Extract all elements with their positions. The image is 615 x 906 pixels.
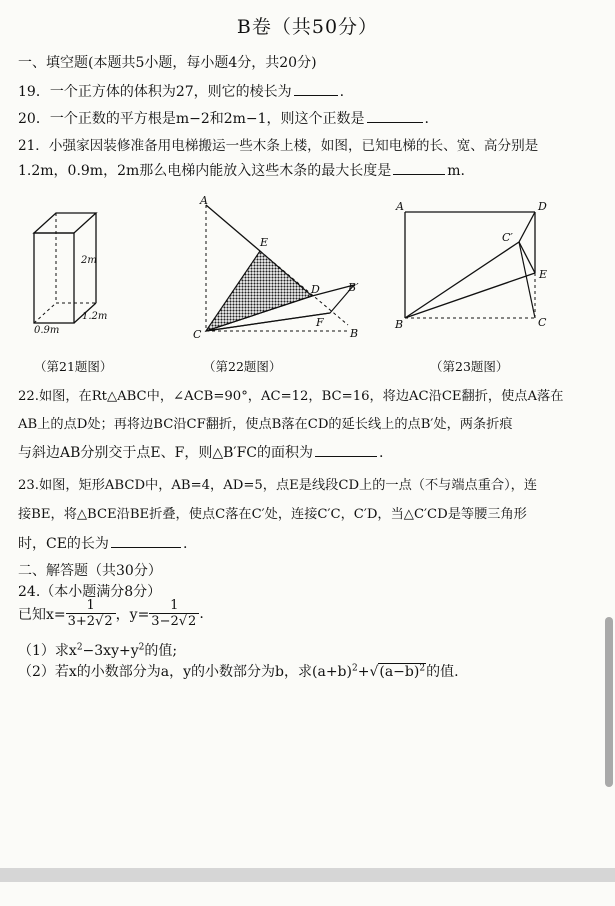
figure-21-elevator-box xyxy=(20,205,130,335)
fig21-label-height: 2m xyxy=(81,255,97,266)
part2-radicand: (a−b) xyxy=(379,664,420,680)
question-23-line-3 xyxy=(18,533,187,553)
given-x-prefix: 已知x= xyxy=(18,606,66,623)
part1-expr-b: −3xy+y xyxy=(82,643,139,659)
page-title: B卷（共50分） xyxy=(236,16,379,38)
answer-blank-21 xyxy=(393,162,445,175)
question-24-header: 24.（本小题满分8分） xyxy=(18,584,162,600)
question-20-tail: . xyxy=(424,111,429,127)
question-24-part-1: （1）求$x^2-3xy+y^2$的值; xyxy=(18,642,178,659)
bottom-toolbar-strip xyxy=(0,868,615,882)
given-tail: . xyxy=(199,605,204,622)
answer-blank-19 xyxy=(294,83,338,96)
figure-23-caption: （第23题图） xyxy=(430,359,509,374)
figure-22-folded-triangle xyxy=(190,195,370,345)
fig22-label-F: F xyxy=(316,316,324,329)
question-22-line-3 xyxy=(18,442,383,462)
answer-blank-20 xyxy=(367,110,423,123)
question-24-part-2: （2）若x的小数部分为a，y的小数部分为b，求$(a+b)^2+√(a-b)^2$的值. xyxy=(18,663,459,680)
part2-expr-a: （2）若x的小数部分为a，y的小数部分为b，求(a+b) xyxy=(18,664,352,680)
question-20-text: 20．一个正数的平方根是m−2和2m−1，则这个正数是 xyxy=(18,111,365,127)
figure-22-caption: （第22题图） xyxy=(203,359,282,374)
fraction-y-den-radicand: 2 xyxy=(188,614,197,629)
question-19-tail: . xyxy=(339,84,345,100)
question-24-given xyxy=(18,598,204,629)
fig21-label-length: 1.2m xyxy=(82,311,108,322)
vertical-scrollbar-thumb[interactable] xyxy=(605,617,613,787)
fig23-label-E: E xyxy=(539,268,548,281)
part2-expr-b: + xyxy=(357,664,370,680)
question-20 xyxy=(18,108,429,128)
fraction-x-numerator: 1 xyxy=(66,598,116,614)
fraction-y xyxy=(149,598,199,629)
fig23-label-C-prime: C′ xyxy=(502,231,513,244)
fig22-label-B-prime: B′ xyxy=(348,281,359,294)
question-22-line-1: 22.如图，在Rt△ABC中，∠ACB=90°，AC=12，BC=16，将边AC沿CE翻折，使点A落在 xyxy=(18,389,564,404)
fraction-y-den-int: 3−2 xyxy=(151,614,179,629)
fig23-label-C: C xyxy=(538,316,547,329)
fig23-label-D: D xyxy=(538,200,547,213)
question-21-line-2 xyxy=(18,160,465,180)
part1-expr-a: （1）求x xyxy=(18,643,77,659)
fig23-label-A: A xyxy=(396,200,404,213)
question-21-line-1: 21．小强家因装修准备用电梯搬运一些木条上楼，如图，已知电梯的长、宽、高分别是 xyxy=(18,138,539,154)
question-22-line-2: AB上的点D处；再将边BC沿CF翻折，使点B落在CD的延长线上的点B′处，两条折痕 xyxy=(18,417,513,432)
fraction-y-numerator: 1 xyxy=(149,598,199,614)
figure-23-rectangle-fold xyxy=(393,198,558,336)
fig22-label-A: A xyxy=(200,194,208,207)
question-22-text: 与斜边AB分别交于点E、F，则△B′FC的面积为 xyxy=(18,445,313,461)
fraction-x-den-radicand: 2 xyxy=(104,614,113,629)
question-21-text: 1.2m，0.9m，2m那么电梯内能放入这些木条的最大长度是 xyxy=(18,163,392,179)
section-heading-solutions: 二、解答题（共30分） xyxy=(18,563,162,579)
question-19 xyxy=(18,81,344,101)
section-heading-fill-blank: 一、填空题(本题共5小题，每小题4分，共20分) xyxy=(18,55,317,71)
fig23-label-B: B xyxy=(395,318,404,331)
question-23-tail: . xyxy=(182,536,188,552)
question-22-tail: . xyxy=(379,445,384,461)
part2-radical: $(a-b)^2$ xyxy=(379,663,426,680)
question-21-tail: m. xyxy=(447,163,465,179)
question-23-text: 时，CE的长为 xyxy=(18,536,109,552)
fraction-x-den-int: 3+2 xyxy=(67,614,96,629)
fig22-label-E: E xyxy=(260,236,269,249)
given-y-prefix: ，y= xyxy=(115,606,150,623)
part2-expr-c: 的值. xyxy=(426,664,459,680)
answer-blank-23 xyxy=(111,535,181,548)
fig22-label-B: B xyxy=(350,327,359,340)
fraction-x xyxy=(66,598,116,629)
fig22-label-D: D xyxy=(311,283,320,296)
part1-expr-c: 的值; xyxy=(144,643,178,659)
fig22-label-C: C xyxy=(193,328,202,341)
fraction-x-denominator: 3+2√2 xyxy=(67,614,113,629)
figure-21-caption: （第21题图） xyxy=(34,359,113,374)
question-23-line-2: 接BE，将△BCE沿BE折叠，使点C落在C′处，连接C′C，C′D，当△C′CD是等腰三角形 xyxy=(18,507,527,522)
question-23-line-1: 23.如图，矩形ABCD中，AB=4，AD=5，点E是线段CD上的一点（不与端点重合），连 xyxy=(18,478,538,493)
fig21-label-width: 0.9m xyxy=(34,325,60,336)
answer-blank-22 xyxy=(315,444,377,457)
fraction-y-denominator: 3−2√2 xyxy=(151,614,197,629)
question-19-text: 19．一个正方体的体积为27，则它的棱长为 xyxy=(18,84,292,100)
